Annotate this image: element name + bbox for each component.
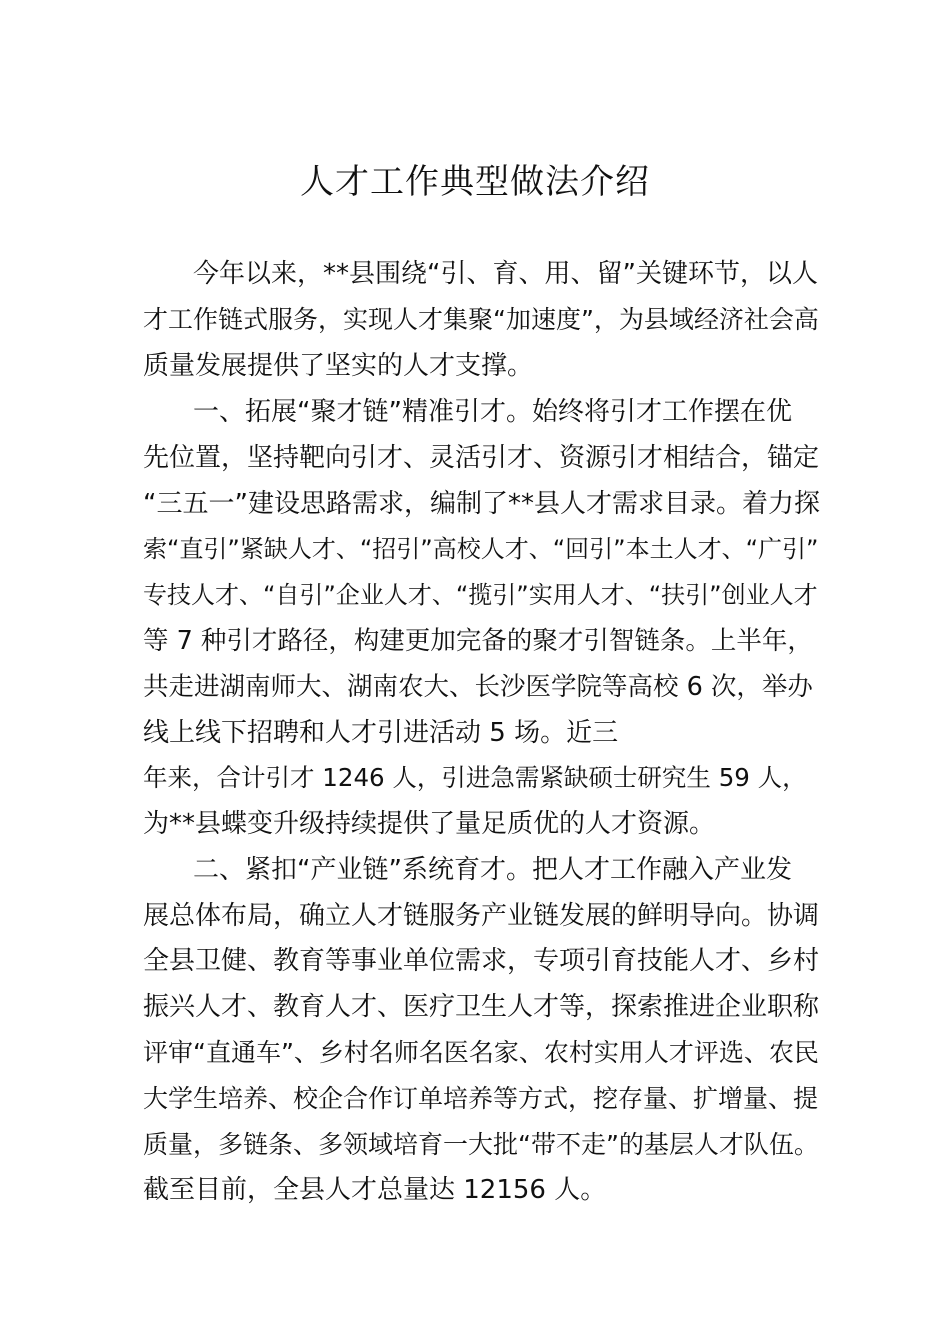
paragraph-line: 截至目前，全县人才总量达 12156 人。 — [143, 1175, 607, 1205]
paragraph-line: 才工作链式服务，实现人才集聚“加速度”，为县域经济社会高 — [143, 305, 819, 334]
document-title: 人才工作典型做法介绍 — [300, 162, 650, 202]
paragraph-line: 索“直引”紧缺人才、“招引”高校人才、“回引”本土人才、“广引” — [143, 535, 819, 563]
paragraph-line: 展总体布局，确立人才链服务产业链发展的鲜明导向。协调 — [143, 901, 820, 931]
paragraph-line: 先位置，坚持靶向引才、灵活引才、资源引才相结合，锚定 — [143, 443, 820, 473]
paragraph-line: 一、拓展“聚才链”精准引才。始终将引才工作摆在优 — [193, 397, 792, 427]
paragraph-line: 大学生培养、校企合作订单培养等方式，挖存量、扩增量、提 — [143, 1084, 819, 1113]
paragraph-line: 评审“直通车”、乡村名师名医名家、农村实用人才评选、农民 — [143, 1038, 819, 1067]
paragraph-line: 等 7 种引才路径，构建更加完备的聚才引智链条。上半年， — [143, 626, 813, 656]
paragraph-line: 今年以来，**县围绕“引、育、用、留”关键环节，以人 — [193, 259, 818, 289]
paragraph-line: 全县卫健、教育等事业单位需求，专项引育技能人才、乡村 — [143, 946, 820, 976]
paragraph-line: 质量，多链条、多领域培育一大批“带不走”的基层人才队伍。 — [143, 1130, 819, 1159]
paragraph-line: 质量发展提供了坚实的人才支撑。 — [143, 351, 534, 381]
paragraph-line: 线上线下招聘和人才引进活动 5 场。近三 — [143, 718, 619, 748]
paragraph-line: 专技人才、“自引”企业人才、“揽引”实用人才、“扶引”创业人才 — [143, 581, 818, 609]
paragraph-line: 为**县蝶变升级持续提供了量足质优的人才资源。 — [143, 809, 716, 839]
paragraph-line: 二、紧扣“产业链”系统育才。把人才工作融入产业发 — [193, 855, 792, 885]
paragraph-line: “三五一”建设思路需求，编制了**县人才需求目录。着力探 — [143, 489, 820, 519]
paragraph-line: 共走进湖南师大、湖南农大、长沙医学院等高校 6 次，举办 — [143, 672, 813, 702]
paragraph-line: 年来，合计引才 1246 人，引进急需紧缺硕士研究生 59 人， — [143, 763, 807, 792]
paragraph-line: 振兴人才、教育人才、医疗卫生人才等，探索推进企业职称 — [143, 992, 820, 1022]
